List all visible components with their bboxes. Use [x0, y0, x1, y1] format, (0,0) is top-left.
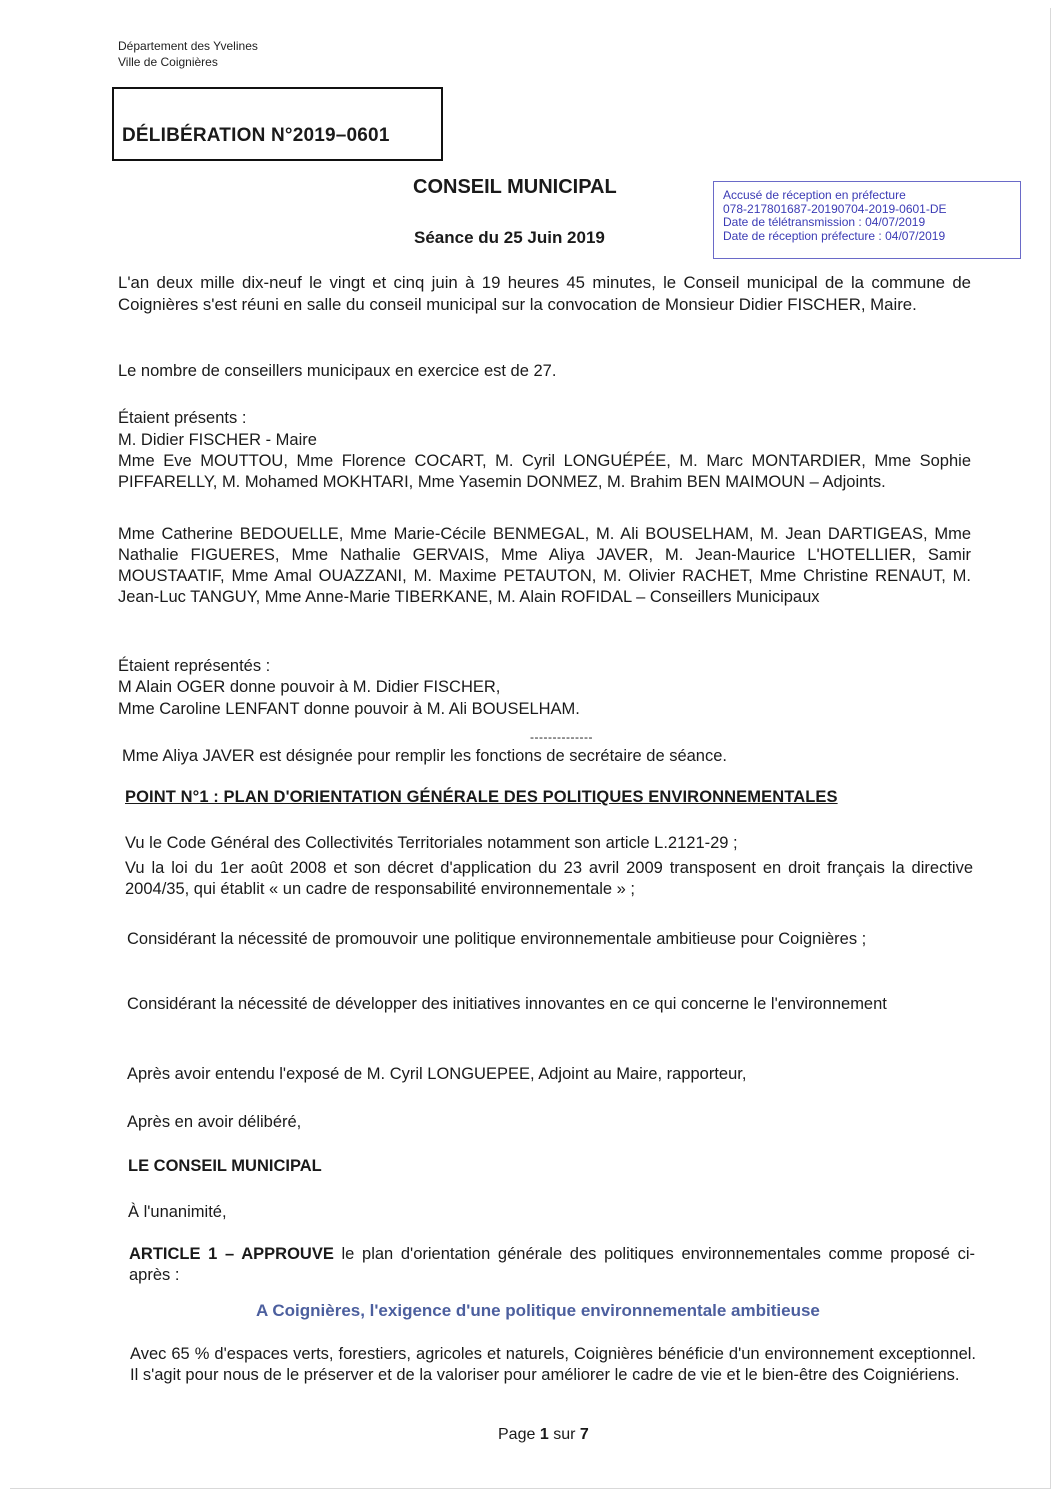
department-label: Département des Yvelines: [118, 39, 258, 53]
considerant-paragraph: Considérant la nécessité de promouvoir une politique environnementale ambitieuse pour Coignières ;: [127, 930, 867, 948]
deliberation-box: [112, 87, 443, 161]
deliberation-title: DÉLIBÉRATION N°2019–0601: [122, 125, 390, 146]
article-1-text: le plan d'orientation générale des politiques environnementales comme proposé ci-après :: [129, 1245, 975, 1284]
page-footer: [498, 1426, 589, 1444]
unanimity-line: À l'unanimité,: [128, 1203, 227, 1221]
article-1: [129, 1244, 975, 1286]
page-of-word: sur: [553, 1426, 576, 1443]
expose-line: Après avoir entendu l'exposé de M. Cyril LONGUEPEE, Adjoint au Maire, rapporteur,: [127, 1065, 747, 1083]
final-paragraph: Avec 65 % d'espaces verts, forestiers, agricoles et naturels, Coignières bénéficie d'un environnement exceptionnel. Il s'agit pour nous de le préserver et de la valoriser pour améliorer le cadre de vie et le bien-être des Coigniériens.: [130, 1345, 976, 1384]
document-header: [118, 38, 258, 70]
vu-loi-paragraph: Vu la loi du 1er août 2008 et son décret d'application du 23 avril 2009 transposent en droit français la directive 2004/35, qui établit « un cadre de responsabilité environnementale » ;: [125, 859, 973, 898]
prefecture-receipt-stamp: [713, 181, 1021, 259]
vu-code-line: Vu le Code Général des Collectivités Territoriales notamment son article L.2121-29 ;: [125, 834, 738, 852]
councillors-count: Le nombre de conseillers municipaux en exercice est de 27.: [118, 362, 557, 380]
stamp-line: 078-217801687-20190704-2019-0601-DE: [723, 201, 947, 216]
proxy-line: Mme Caroline LENFANT donne pouvoir à M. Ali BOUSELHAM.: [118, 700, 580, 718]
session-date: Séance du 25 Juin 2019: [414, 228, 605, 247]
point-title: POINT N°1 : PLAN D'ORIENTATION GÉNÉRALE DES POLITIQUES ENVIRONNEMENTALES: [125, 788, 838, 806]
secretary-line: Mme Aliya JAVER est désignée pour remplir les fonctions de secrétaire de séance.: [122, 747, 727, 765]
conseillers-list: Mme Catherine BEDOUELLE, Mme Marie-Cécile BENMEGAL, M. Ali BOUSELHAM, M. Jean DARTIGEAS, Mme Nathalie FIGUERES, Mme Nathalie GERVAIS, Mme Aliya JAVER, M. Jean-Maurice L'HOTELLIER, Samir MOUSTAATIF, Mme Amal OUAZZANI, M. Maxime PETAUTON, M. Olivier RACHET, Mme Christine RENAUT, M. Jean-Luc TANGUY, Mme Anne-Marie TIBERKANE, M. Alain ROFIDAL – Conseillers Municipaux: [118, 525, 971, 606]
represented-label: Étaient représentés :: [118, 657, 271, 675]
stamp-line: Date de réception préfecture : 04/07/2019: [723, 228, 946, 243]
town-label: Ville de Coignières: [118, 55, 218, 69]
page-total: 7: [579, 1426, 589, 1443]
council-heading: LE CONSEIL MUNICIPAL: [128, 1157, 322, 1175]
stamp-line: Date de télétransmission : 04/07/2019: [723, 215, 926, 229]
page-word: Page: [498, 1426, 536, 1443]
council-title: CONSEIL MUNICIPAL: [413, 176, 617, 198]
separator-dashes: --------------: [530, 730, 593, 744]
delibere-line: Après en avoir délibéré,: [127, 1113, 302, 1131]
section-subheading: A Coignières, l'exigence d'une politique environnementale ambitieuse: [256, 1301, 820, 1320]
page-current: 1: [539, 1426, 549, 1443]
considerant-paragraph: Considérant la nécessité de développer des initiatives innovantes en ce qui concerne le l'environnement: [127, 995, 887, 1013]
adjoints-list: Mme Eve MOUTTOU, Mme Florence COCART, M. Cyril LONGUÉPÉE, M. Marc MONTARDIER, Mme Sophie PIFFARELLY, M. Mohamed MOKHTARI, Mme Yasemin DONMEZ, M. Brahim BEN MAIMOUN – Adjoints.: [118, 452, 971, 491]
article-1-label: ARTICLE 1 – APPROUVE: [129, 1245, 334, 1263]
mayor-line: M. Didier FISCHER - Maire: [118, 431, 317, 449]
present-label: Étaient présents :: [118, 409, 247, 427]
proxy-line: M Alain OGER donne pouvoir à M. Didier FISCHER,: [118, 678, 501, 696]
intro-paragraph: L'an deux mille dix-neuf le vingt et cinq juin à 19 heures 45 minutes, le Conseil municipal de la commune de Coignières s'est réuni en salle du conseil municipal sur la convocation de Monsieur Didier FISCHER, Maire.: [118, 273, 971, 314]
stamp-line: Accusé de réception en préfecture: [723, 188, 906, 202]
